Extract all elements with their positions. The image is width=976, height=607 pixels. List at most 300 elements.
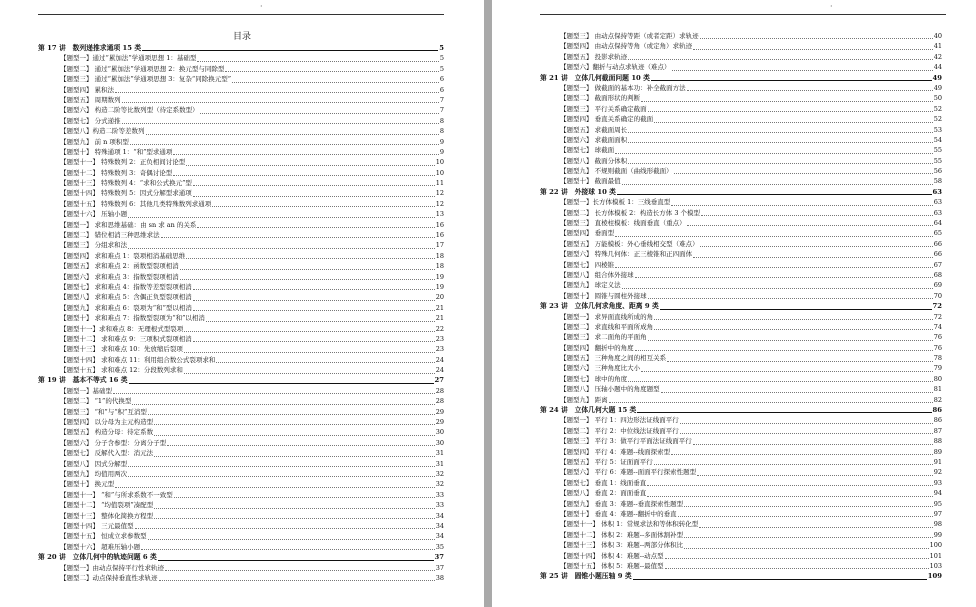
toc-entry-text: 【题型五】 平行 5：证面面平行: [560, 458, 653, 466]
toc-entry-text: 【题型十四】 求和难点 11：利用组合数公式裂项求和: [60, 355, 216, 364]
toc-page-number: 67: [933, 260, 942, 269]
toc-page-number: 33: [435, 501, 444, 510]
toc-page-number: 72: [933, 312, 942, 321]
toc-leader: [129, 383, 434, 384]
toc-leader: [654, 464, 933, 465]
toc-section-entry[interactable]: [492, 561, 976, 571]
toc-page-number: 29: [435, 418, 444, 427]
toc-entry-text: 【题型六】 求截面面积: [560, 135, 628, 144]
toc-page-number: 16: [435, 220, 444, 229]
toc-section-entry[interactable]: [492, 125, 976, 135]
toc-leader: [628, 381, 933, 382]
toc-section-entry[interactable]: [492, 280, 976, 290]
toc-page-number: 37: [435, 563, 444, 572]
toc-entry-text: 【题型八】构造二阶等差数列: [60, 127, 145, 136]
toc-leader: [687, 90, 933, 91]
toc-page-number: 21: [435, 303, 444, 312]
toc-page-number: 55: [933, 156, 942, 165]
toc-leader: [197, 61, 439, 62]
toc-entry-text: 【题型四】 翻折中的角度: [560, 343, 634, 352]
toc-section-entry[interactable]: [0, 230, 484, 240]
toc-entry-text: 【题型八】 截面分体积: [560, 156, 628, 165]
toc-leader: [684, 506, 933, 507]
toc-entry-text: 【题型十一】 “和”与所求系数不一致型: [60, 490, 173, 499]
toc-page-number: 8: [439, 127, 444, 136]
toc-section-entry[interactable]: [492, 166, 976, 176]
toc-page-number: 41: [933, 42, 942, 51]
toc-section-entry[interactable]: [0, 209, 484, 219]
toc-section-entry[interactable]: [0, 240, 484, 250]
toc-entry-text: 【题型九】 均值用两次: [60, 470, 128, 478]
toc-page-number: 66: [933, 250, 942, 259]
toc-section-entry[interactable]: [0, 417, 484, 427]
toc-section-entry[interactable]: [492, 488, 976, 498]
toc-page-number: 17: [435, 241, 444, 250]
toc-entry-text: 【题型十四】 体积 4：难题--动点型: [560, 551, 664, 560]
toc-section-entry[interactable]: [0, 365, 484, 375]
toc-section-entry[interactable]: [492, 467, 976, 477]
right-page: [492, 0, 976, 607]
toc-entry-text: 【题型十三】 体积 3：难题--两部分体积比: [560, 541, 684, 550]
toc-leader: [128, 466, 435, 467]
toc-section-entry[interactable]: [492, 519, 976, 529]
toc-page-number: 22: [435, 324, 444, 333]
toc-leader: [671, 205, 933, 206]
toc-page-number: 76: [933, 343, 942, 352]
toc-section-entry[interactable]: [0, 490, 484, 500]
toc-section-entry[interactable]: [0, 188, 484, 198]
toc-entry-text: 【题型六】 求和难点 3：指数型裂项相消: [60, 272, 179, 281]
toc-leader: [184, 373, 435, 374]
toc-section-entry[interactable]: [492, 145, 976, 155]
toc-page-number: 98: [933, 520, 942, 529]
toc-section-entry[interactable]: [492, 436, 976, 446]
toc-leader: [184, 331, 435, 332]
toc-section-entry[interactable]: [492, 52, 976, 62]
toc-entry-text: 第 24 讲 立体几何大题 15 类: [540, 406, 637, 415]
toc-section-entry[interactable]: [0, 126, 484, 136]
toc-entry-text: 【题型十二】 “均值裂项”凑配型: [60, 501, 154, 510]
toc-leader: [142, 50, 438, 51]
toc-entry-text: 【题型七】 四棱锥: [560, 260, 615, 269]
toc-leader: [680, 433, 933, 434]
toc-entry-text: 【题型四】 平行 4：难题--线面探索型: [560, 447, 671, 456]
toc-section-entry[interactable]: [0, 386, 484, 396]
toc-entry-text: 【题型七】 分式递推: [60, 116, 121, 125]
toc-entry-text: 第 17 讲 数列递推求通项 15 类: [38, 43, 142, 52]
toc-leader: [180, 269, 435, 270]
toc-leader: [622, 288, 933, 289]
toc-entry-text: 【题型六】 平行 6：难题--面面平行探索性题型: [560, 468, 697, 477]
toc-leader: [158, 560, 434, 561]
toc-entry-text: 【题型七】 求和难点 4：指数等差型裂项相消: [60, 282, 192, 291]
toc-leader: [693, 257, 933, 258]
toc-section-entry[interactable]: [0, 303, 484, 313]
toc-page-number: 6: [439, 85, 444, 94]
toc-leader: [154, 508, 435, 509]
toc-leader: [684, 537, 933, 538]
toc-section-entry[interactable]: [0, 178, 484, 188]
toc-entry-text: 【题型八】 求和难点 5：含偶正负型裂项相消: [60, 293, 192, 302]
toc-entry-text: 【题型四】 由动点保持等角（或定角）求轨迹: [560, 42, 693, 51]
toc-page-number: 13: [435, 210, 444, 219]
toc-section-entry[interactable]: [0, 147, 484, 157]
toc-page-number: 12: [435, 189, 444, 198]
toc-page-number: 16: [435, 231, 444, 240]
toc-entry-text: 【题型一】由动点保持平行性求轨迹: [60, 563, 164, 572]
toc-section-entry[interactable]: [492, 62, 976, 72]
toc-section-entry[interactable]: [492, 208, 976, 218]
toc-entry-text: 【题型十一】 体积 1：常规求法和等体积转化型: [560, 520, 699, 529]
toc-entry-text: 【题型三】 直棱柱模板：线面垂直（重点）: [560, 219, 686, 228]
toc-leader: [700, 38, 933, 39]
toc-section-entry[interactable]: [492, 374, 976, 384]
toc-leader: [159, 580, 435, 581]
toc-page-number: 52: [933, 104, 942, 113]
toc-entry-text: 【题型一】 平行 1：四边形法证线面平行: [560, 416, 679, 425]
toc-section-entry[interactable]: [0, 427, 484, 437]
toc-section-entry[interactable]: [492, 447, 976, 457]
toc-entry-text: 【题型四】 垂直关系确定的截面: [560, 115, 654, 124]
toc-leader: [654, 122, 933, 123]
toc-entry-text: 【题型六】 特殊几何体：正三棱锥和正四面体: [560, 250, 693, 259]
toc-leader: [617, 194, 932, 195]
toc-section-entry[interactable]: [0, 220, 484, 230]
toc-leader: [148, 539, 435, 540]
toc-entry-text: 【题型一】基础型: [60, 386, 112, 395]
toc-section-entry[interactable]: [0, 531, 484, 541]
toc-section-entry[interactable]: [492, 530, 976, 540]
toc-entry-text: 【题型二】 “1”的代换型: [60, 397, 132, 406]
toc-chapter-entry[interactable]: [0, 552, 484, 562]
toc-leader: [154, 435, 435, 436]
toc-section-entry[interactable]: [0, 53, 484, 63]
toc-entry-text: 【题型九】 不规则截面（曲线形截面）: [560, 167, 673, 176]
toc-page-number: 109: [927, 572, 942, 581]
toc-section-entry[interactable]: [0, 168, 484, 178]
toc-leader: [651, 80, 932, 81]
toc-page-number: 6: [439, 75, 444, 84]
toc-section-entry[interactable]: [0, 292, 484, 302]
toc-page-number: 100: [929, 541, 942, 550]
toc-leader: [161, 237, 435, 238]
toc-section-entry[interactable]: [492, 104, 976, 114]
toc-leader: [674, 173, 933, 174]
toc-leader: [660, 309, 932, 310]
toc-section-entry[interactable]: [492, 322, 976, 332]
toc-section-entry[interactable]: [492, 218, 976, 228]
toc-section-entry[interactable]: [0, 199, 484, 209]
toc-section-entry[interactable]: [492, 41, 976, 51]
toc-page-number: 38: [435, 573, 444, 582]
toc-leader: [635, 350, 933, 351]
toc-entry-text: 【题型十五】 求和难点 12：分段数列求和: [60, 366, 183, 375]
toc-entry-text: 【题型五】 周期数列: [60, 95, 121, 104]
toc-entry-text: 【题型三】 通过“累加法”学通项思想 3：复杂“同除换元型”: [60, 75, 232, 84]
toc-page-number: 99: [933, 530, 942, 539]
toc-page-number: 78: [933, 354, 942, 363]
toc-section-entry[interactable]: [492, 312, 976, 322]
toc-section-entry[interactable]: [0, 448, 484, 458]
toc-leader: [206, 321, 435, 322]
toc-leader: [678, 516, 933, 517]
toc-leader: [648, 298, 933, 299]
toc-section-entry[interactable]: [492, 343, 976, 353]
toc-section-entry[interactable]: [492, 156, 976, 166]
toc-chapter-entry[interactable]: [492, 405, 976, 415]
toc-section-entry[interactable]: [0, 542, 484, 552]
toc-leader: [615, 153, 933, 154]
toc-section-entry[interactable]: [492, 478, 976, 488]
toc-section-entry[interactable]: [0, 459, 484, 469]
toc-leader: [665, 568, 929, 569]
toc-leader: [232, 82, 439, 83]
toc-chapter-entry[interactable]: [0, 376, 484, 386]
toc-leader: [174, 497, 435, 498]
toc-leader: [154, 518, 435, 519]
toc-leader: [697, 475, 933, 476]
toc-section-entry[interactable]: [0, 521, 484, 531]
header-rule: [540, 14, 946, 15]
toc-section-entry[interactable]: [0, 282, 484, 292]
toc-list-right: [492, 31, 976, 582]
toc-entry-text: 【题型五】 构造分母：待定系数: [60, 428, 154, 437]
toc-entry-text: 第 22 讲 外接球 10 类: [540, 187, 616, 196]
toc-section-entry[interactable]: [492, 457, 976, 467]
toc-section-entry[interactable]: [492, 135, 976, 145]
toc-entry-text: 第 21 讲 立体几何截面问题 10 类: [540, 73, 650, 82]
toc-leader: [165, 570, 435, 571]
toc-page-number: 20: [435, 293, 444, 302]
toc-chapter-entry[interactable]: [492, 571, 976, 581]
toc-section-entry[interactable]: [492, 114, 976, 124]
toc-section-entry[interactable]: [492, 426, 976, 436]
toc-leader: [167, 445, 435, 446]
toc-entry-text: 【题型九】 垂直 3：难题--垂直探索性题型: [560, 499, 684, 508]
toc-entry-text: 【题型十二】 特殊数列 3：奇偶讨论型: [60, 168, 173, 177]
toc-entry-text: 【题型五】 求截面周长: [560, 125, 628, 134]
toc-entry-text: 【题型二】 截面形状的判断: [560, 94, 641, 103]
toc-section-entry[interactable]: [492, 509, 976, 519]
toc-page-number: 53: [933, 125, 942, 134]
toc-entry-text: 【题型十】 求和难点 7：指数型裂项为“和”以相消: [60, 314, 205, 323]
toc-section-entry[interactable]: [0, 313, 484, 323]
toc-entry-text: 【题型五】 三种角度之间的相互关系: [560, 354, 667, 363]
toc-leader: [216, 362, 434, 363]
toc-entry-text: 【题型五】 万能模板：外心垂线相交型（难点）: [560, 239, 699, 248]
toc-entry-text: 【题型二】 求直线和平面所成角: [560, 322, 654, 331]
toc-leader: [687, 225, 933, 226]
toc-page-number: 44: [933, 63, 942, 72]
toc-section-entry[interactable]: [492, 228, 976, 238]
toc-entry-text: 【题型一】 求异面直线所成的角: [560, 312, 654, 321]
toc-section-entry[interactable]: [0, 396, 484, 406]
toc-page-number: 58: [933, 177, 942, 186]
toc-section-entry[interactable]: [492, 384, 976, 394]
toc-leader: [225, 71, 438, 72]
toc-entry-text: 第 23 讲 立体几何求角度、距离 9 类: [540, 302, 659, 311]
toc-leader: [148, 414, 435, 415]
toc-entry-text: 【题型三】 由动点保持等距（或者定距）求轨迹: [560, 31, 699, 40]
toc-section-entry[interactable]: [492, 551, 976, 561]
toc-page-number: 103: [929, 561, 942, 570]
toc-section-entry[interactable]: [492, 270, 976, 280]
toc-page-number: 31: [435, 459, 444, 468]
toc-section-entry[interactable]: [0, 85, 484, 95]
toc-leader: [186, 258, 434, 259]
toc-page-number: 5: [439, 54, 444, 63]
toc-leader: [628, 142, 933, 143]
toc-entry-text: 【题型十】 特殊通项 1：“和”型求通项: [60, 147, 173, 156]
toc-leader: [667, 361, 933, 362]
toc-section-entry[interactable]: [0, 438, 484, 448]
toc-page-number: 37: [434, 553, 444, 562]
toc-section-entry[interactable]: [492, 499, 976, 509]
toc-entry-text: 【题型八】 压轴小题中的角度题型: [560, 385, 660, 394]
toc-section-entry[interactable]: [0, 324, 484, 334]
toc-leader: [628, 163, 933, 164]
toc-entry-text: 【题型十三】 特殊数列 4：“求和公式换元”型: [60, 179, 192, 188]
toc-leader: [193, 289, 435, 290]
toc-page-number: 94: [933, 489, 942, 498]
toc-page-number: 9: [439, 137, 444, 146]
toc-leader: [654, 329, 933, 330]
toc-page-number: 79: [933, 364, 942, 373]
toc-entry-text: 【题型七】 垂直 1：线面垂直: [560, 478, 647, 487]
toc-page-number: 7: [439, 95, 444, 104]
toc-entry-text: 【题型二】动点保持垂直性求轨迹: [60, 573, 158, 582]
toc-leader: [173, 175, 434, 176]
toc-page-number: 8: [439, 116, 444, 125]
toc-section-entry[interactable]: [0, 137, 484, 147]
toc-page-number: 7: [439, 106, 444, 115]
toc-leader: [654, 319, 933, 320]
toc-page-number: 18: [435, 262, 444, 271]
toc-section-entry[interactable]: [0, 272, 484, 282]
toc-section-entry[interactable]: [0, 105, 484, 115]
toc-entry-text: 【题型一】 求和思维基础：由 sn 求 an 的关系: [60, 220, 197, 229]
toc-section-entry[interactable]: [0, 573, 484, 583]
toc-page-number: 86: [932, 406, 942, 415]
toc-section-entry[interactable]: [492, 540, 976, 550]
toc-section-entry[interactable]: [492, 197, 976, 207]
toc-section-entry[interactable]: [0, 334, 484, 344]
toc-section-entry[interactable]: [492, 395, 976, 405]
toc-section-entry[interactable]: [0, 563, 484, 573]
toc-leader: [641, 371, 933, 372]
toc-page-number: 65: [933, 229, 942, 238]
toc-leader: [154, 456, 435, 457]
toc-section-entry[interactable]: [492, 176, 976, 186]
toc-section-entry[interactable]: [492, 83, 976, 93]
toc-page-number: 87: [933, 426, 942, 435]
toc-leader: [637, 412, 931, 413]
toc-entry-text: 【题型七】 球截面: [560, 146, 615, 155]
toc-leader: [180, 279, 435, 280]
toc-leader: [700, 246, 933, 247]
toc-leader: [609, 402, 933, 403]
toc-page-number: 91: [933, 458, 942, 466]
toc-entry-text: 【题型一】长方体模板 1：三线垂直型: [560, 198, 671, 207]
toc-section-entry[interactable]: [0, 479, 484, 489]
toc-page-number: 12: [435, 199, 444, 208]
toc-page-number: 97: [933, 509, 942, 518]
toc-leader: [115, 487, 435, 488]
toc-section-entry[interactable]: [492, 291, 976, 301]
toc-section-entry[interactable]: [0, 407, 484, 417]
toc-page-number: 5: [439, 43, 444, 52]
toc-section-entry[interactable]: [492, 415, 976, 425]
toc-list-left: [0, 43, 484, 583]
toc-section-entry[interactable]: [492, 332, 976, 342]
toc-section-entry[interactable]: [0, 344, 484, 354]
page-mark: ·: [830, 2, 833, 11]
toc-page-number: 32: [435, 470, 444, 478]
toc-page-number: 19: [435, 272, 444, 281]
toc-section-entry[interactable]: [492, 31, 976, 41]
toc-section-entry[interactable]: [0, 469, 484, 479]
toc-section-entry[interactable]: [492, 239, 976, 249]
toc-page-number: 32: [435, 480, 444, 489]
toc-section-entry[interactable]: [492, 353, 976, 363]
toc-leader: [193, 310, 435, 311]
toc-section-entry[interactable]: [0, 261, 484, 271]
toc-page-number: 66: [933, 239, 942, 248]
toc-entry-text: 【题型十五】 体积 5：难题--最值型: [560, 561, 664, 570]
toc-page-number: 10: [435, 168, 444, 177]
toc-entry-text: 第 20 讲 立体几何中的轨迹问题 6 类: [38, 553, 157, 562]
toc-chapter-entry[interactable]: [0, 43, 484, 53]
toc-page-number: 72: [932, 302, 942, 311]
toc-entry-text: 【题型四】 以分母为主元构造型: [60, 418, 154, 427]
toc-entry-text: 【题型九】 前 n 项积型: [60, 137, 129, 146]
toc-section-entry[interactable]: [0, 64, 484, 74]
toc-entry-text: 【题型二】 通过“累加法”学通项思想 2：换元型与同除型: [60, 64, 225, 73]
toc-leader: [647, 485, 932, 486]
toc-section-entry[interactable]: [0, 157, 484, 167]
toc-page-number: 93: [933, 478, 942, 487]
toc-chapter-entry[interactable]: [492, 301, 976, 311]
toc-page-number: 69: [933, 281, 942, 290]
toc-section-entry[interactable]: [0, 355, 484, 365]
toc-leader: [641, 101, 933, 102]
toc-chapter-entry[interactable]: [492, 73, 976, 83]
toc-section-entry[interactable]: [492, 364, 976, 374]
toc-entry-text: 【题型十六】 压轴小题: [60, 210, 128, 219]
toc-section-entry[interactable]: [0, 95, 484, 105]
toc-chapter-entry[interactable]: [492, 187, 976, 197]
toc-section-entry[interactable]: [0, 251, 484, 261]
toc-entry-text: 【题型十一】求和难点 8：无理根式型裂项: [60, 324, 184, 333]
toc-entry-text: 【题型十一】 特殊数列 2：正负相间讨论型: [60, 158, 186, 167]
toc-entry-text: 【题型十】 垂直 4：难题--翻折中的垂直: [560, 509, 677, 518]
toc-section-entry[interactable]: [0, 74, 484, 84]
toc-entry-text: 【题型九】 求和难点 6：裂项为“和”型以相消: [60, 303, 192, 312]
toc-leader: [113, 393, 435, 394]
toc-entry-text: 【题型二】 错位相消三种思维求法: [60, 231, 160, 240]
toc-section-entry[interactable]: [0, 116, 484, 126]
toc-section-entry[interactable]: [0, 511, 484, 521]
toc-section-entry[interactable]: [492, 93, 976, 103]
toc-leader: [615, 236, 933, 237]
toc-leader: [197, 227, 434, 228]
toc-entry-text: 【题型十三】 整体化简换方程型: [60, 511, 154, 520]
toc-entry-text: 【题型一】通过“累加法”学通项思想 1：基础型: [60, 54, 197, 63]
toc-page-number: 23: [435, 345, 444, 354]
toc-section-entry[interactable]: [0, 500, 484, 510]
toc-section-entry[interactable]: [492, 249, 976, 259]
toc-section-entry[interactable]: [492, 260, 976, 270]
